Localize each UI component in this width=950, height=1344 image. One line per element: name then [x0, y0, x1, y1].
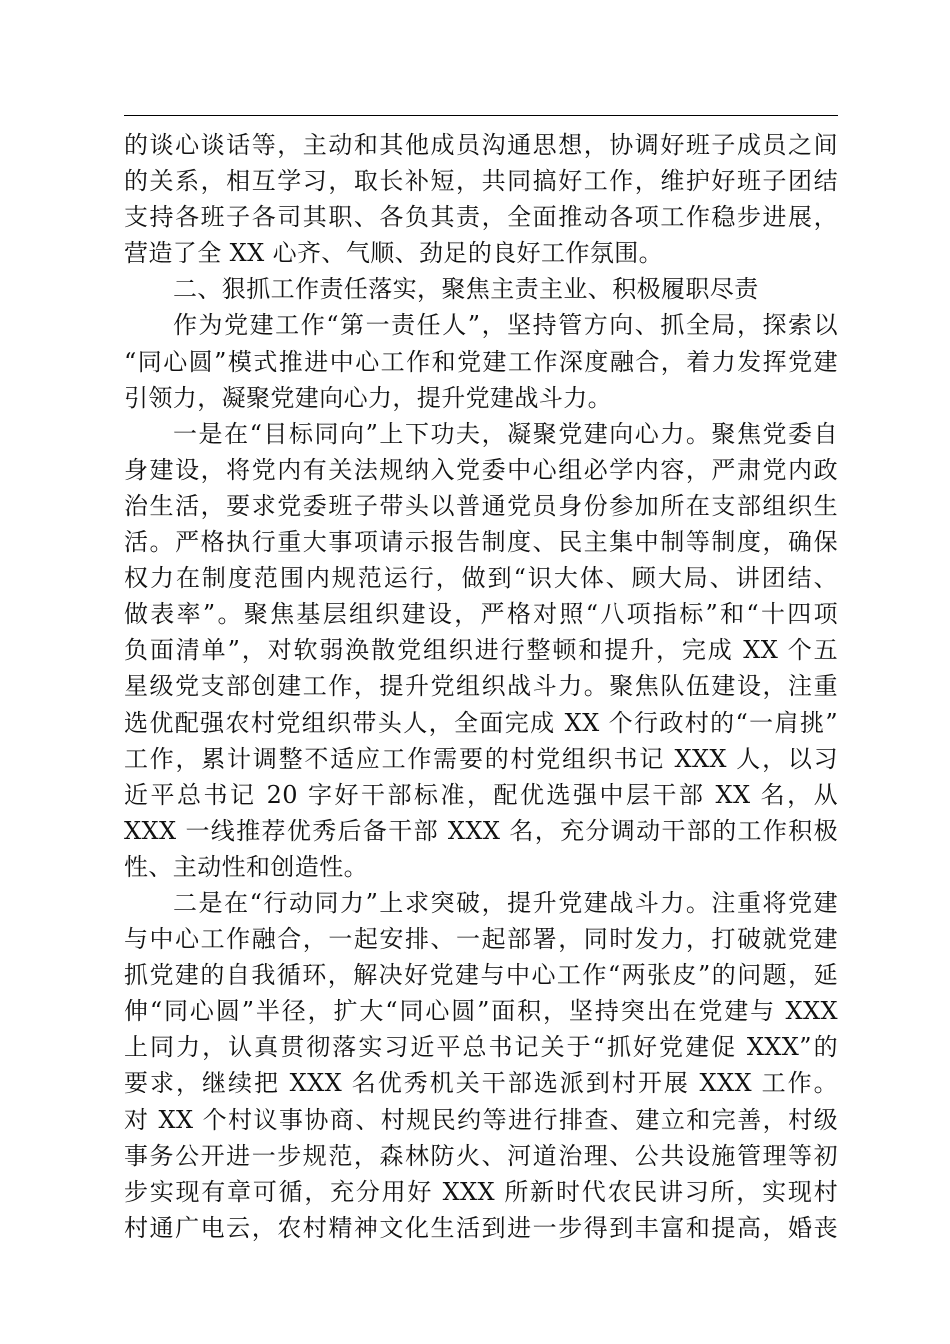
text-line: 星级党支部创建工作，提升党组织战斗力。聚焦队伍建设，注重 [124, 672, 838, 701]
text-line: 对 XX 个村议事协商、村规民约等进行排查、建立和完善，村级 [124, 1105, 838, 1134]
text-line: 负面清单”，对软弱涣散党组织进行整顿和提升，完成 XX 个五 [124, 636, 838, 665]
text-line: 的关系，相互学习，取长补短，共同搞好工作，维护好班子团结 [124, 167, 838, 196]
body-text [124, 127, 838, 1246]
text-line: 选优配强农村党组织带头人，全面完成 XX 个行政村的“一肩挑” [124, 708, 838, 737]
text-line: 二是在“行动同力”上求突破，提升党建战斗力。注重将党建 [173, 888, 838, 917]
text-line: 事务公开进一步规范，森林防火、河道治理、公共设施管理等初 [124, 1141, 838, 1170]
text-line: 引领力，凝聚党建向心力，提升党建战斗力。 [124, 383, 612, 412]
text-line: 作为党建工作“第一责任人”，坚持管方向、抓全局，探索以 [173, 311, 838, 340]
text-line: 工作，累计调整不适应工作需要的村党组织书记 XXX 人，以习 [124, 744, 838, 773]
text-line: 上同力，认真贯彻落实习近平总书记关于“抓好党建促 XXX”的 [124, 1033, 838, 1062]
text-line: 做表率”。聚焦基层组织建设，严格对照“八项指标”和“十四项 [124, 600, 838, 629]
text-line: 步实现有章可循，充分用好 XXX 所新时代农民讲习所，实现村 [124, 1177, 838, 1206]
text-line: 支持各班子各司其职、各负其责，全面推动各项工作稳步进展， [124, 203, 838, 232]
header-rule [124, 115, 838, 116]
section-heading: 二、狠抓工作责任落实，聚焦主责主业、积极履职尽责 [173, 275, 759, 304]
text-line: 身建设，将党内有关法规纳入党委中心组必学内容，严肃党内政 [124, 455, 838, 484]
text-line: 一是在“目标同向”上下功夫，凝聚党建向心力。聚焦党委自 [173, 419, 838, 448]
text-line: 抓党建的自我循环，解决好党建与中心工作“两张皮”的问题，延 [124, 961, 838, 990]
text-line: 营造了全 XX 心齐、气顺、劲足的良好工作氛围。 [124, 239, 664, 268]
text-line: “同心圆”模式推进中心工作和党建工作深度融合，着力发挥党建 [124, 347, 838, 376]
text-line: 伸“同心圆”半径，扩大“同心圆”面积，坚持突出在党建与 XXX [124, 997, 838, 1026]
text-line: 的谈心谈话等，主动和其他成员沟通思想，协调好班子成员之间 [124, 131, 838, 159]
text-line: XXX 一线推荐优秀后备干部 XXX 名，充分调动干部的工作积极 [124, 816, 838, 845]
text-line: 与中心工作融合，一起安排、一起部署，同时发力，打破就党建 [124, 925, 838, 954]
text-line: 权力在制度范围内规范运行，做到“识大体、顾大局、讲团结、 [124, 564, 838, 593]
text-line: 性、主动性和创造性。 [124, 852, 368, 881]
text-line: 村通广电云，农村精神文化生活到进一步得到丰富和提高，婚丧 [124, 1213, 838, 1242]
text-line: 近平总书记 20 字好干部标准，配优选强中层干部 XX 名，从 [124, 780, 838, 809]
text-line: 活。严格执行重大事项请示报告制度、民主集中制等制度，确保 [124, 528, 838, 557]
text-line: 治生活，要求党委班子带头以普通党员身份参加所在支部组织生 [124, 491, 838, 520]
text-line: 要求，继续把 XXX 名优秀机关干部选派到村开展 XXX 工作。 [124, 1069, 838, 1098]
